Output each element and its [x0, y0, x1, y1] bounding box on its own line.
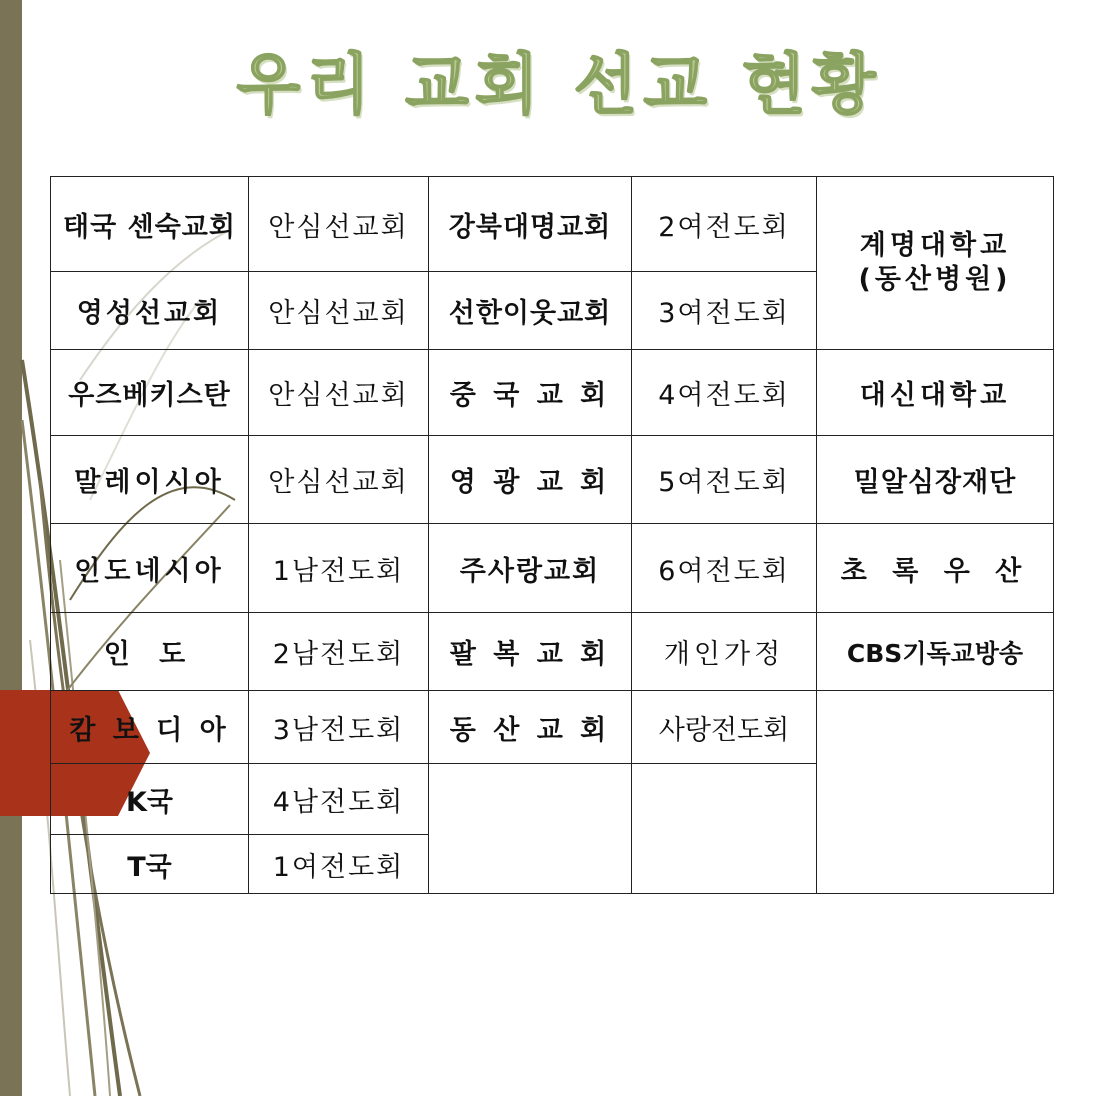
- table-cell: 영성선교회: [51, 272, 249, 350]
- table-cell: 주사랑교회: [429, 524, 632, 613]
- table-cell: 6여전도회: [632, 524, 817, 613]
- table-cell: 우즈베키스탄: [51, 350, 249, 436]
- table-cell: 2여전도회: [632, 177, 817, 272]
- table-cell: 4남전도회: [249, 764, 429, 835]
- table-cell-empty: [632, 764, 817, 894]
- table-cell: 안심선교회: [249, 350, 429, 436]
- table-cell: 선한이웃교회: [429, 272, 632, 350]
- table-cell: 인 도: [51, 613, 249, 691]
- table-cell: 대신대학교: [817, 350, 1054, 436]
- table-cell: 초 록 우 산: [817, 524, 1054, 613]
- table-cell: K국: [51, 764, 249, 835]
- table-cell: 1남전도회: [249, 524, 429, 613]
- table-cell: 안심선교회: [249, 177, 429, 272]
- table-cell: 캄 보 디 아: [51, 691, 249, 764]
- cell-line: 계명대학교: [859, 230, 1011, 261]
- table-cell: 영 광 교 회: [429, 436, 632, 524]
- table-cell: 태국 센숙교회: [51, 177, 249, 272]
- table-cell: 5여전도회: [632, 436, 817, 524]
- table-cell: 인도네시아: [51, 524, 249, 613]
- left-accent-bar: [0, 0, 22, 1096]
- table-cell-empty: [429, 764, 632, 894]
- table-cell: 3여전도회: [632, 272, 817, 350]
- table-cell: 밀알심장재단: [817, 436, 1054, 524]
- table-cell: 사랑전도회: [632, 691, 817, 764]
- table-cell: 안심선교회: [249, 272, 429, 350]
- table-cell: CBS기독교방송: [817, 613, 1054, 691]
- table-cell: 1여전도회: [249, 835, 429, 894]
- table-cell: 3남전도회: [249, 691, 429, 764]
- table-cell: 강북대명교회: [429, 177, 632, 272]
- table-cell: 말레이시아: [51, 436, 249, 524]
- table-cell-merged: [817, 177, 1054, 350]
- cell-line: (동산병원): [858, 264, 1012, 295]
- table-cell: 안심선교회: [249, 436, 429, 524]
- page-title: 우리 교회 선교 현황: [236, 46, 882, 123]
- table-cell: 중 국 교 회: [429, 350, 632, 436]
- table-cell: 동 산 교 회: [429, 691, 632, 764]
- table-cell: 팔 복 교 회: [429, 613, 632, 691]
- table-cell: 개인가정: [632, 613, 817, 691]
- table-cell: 4여전도회: [632, 350, 817, 436]
- table-cell-empty: [817, 691, 1054, 894]
- table-cell: 2남전도회: [249, 613, 429, 691]
- mission-status-table: [50, 176, 1054, 894]
- table-cell: T국: [51, 835, 249, 894]
